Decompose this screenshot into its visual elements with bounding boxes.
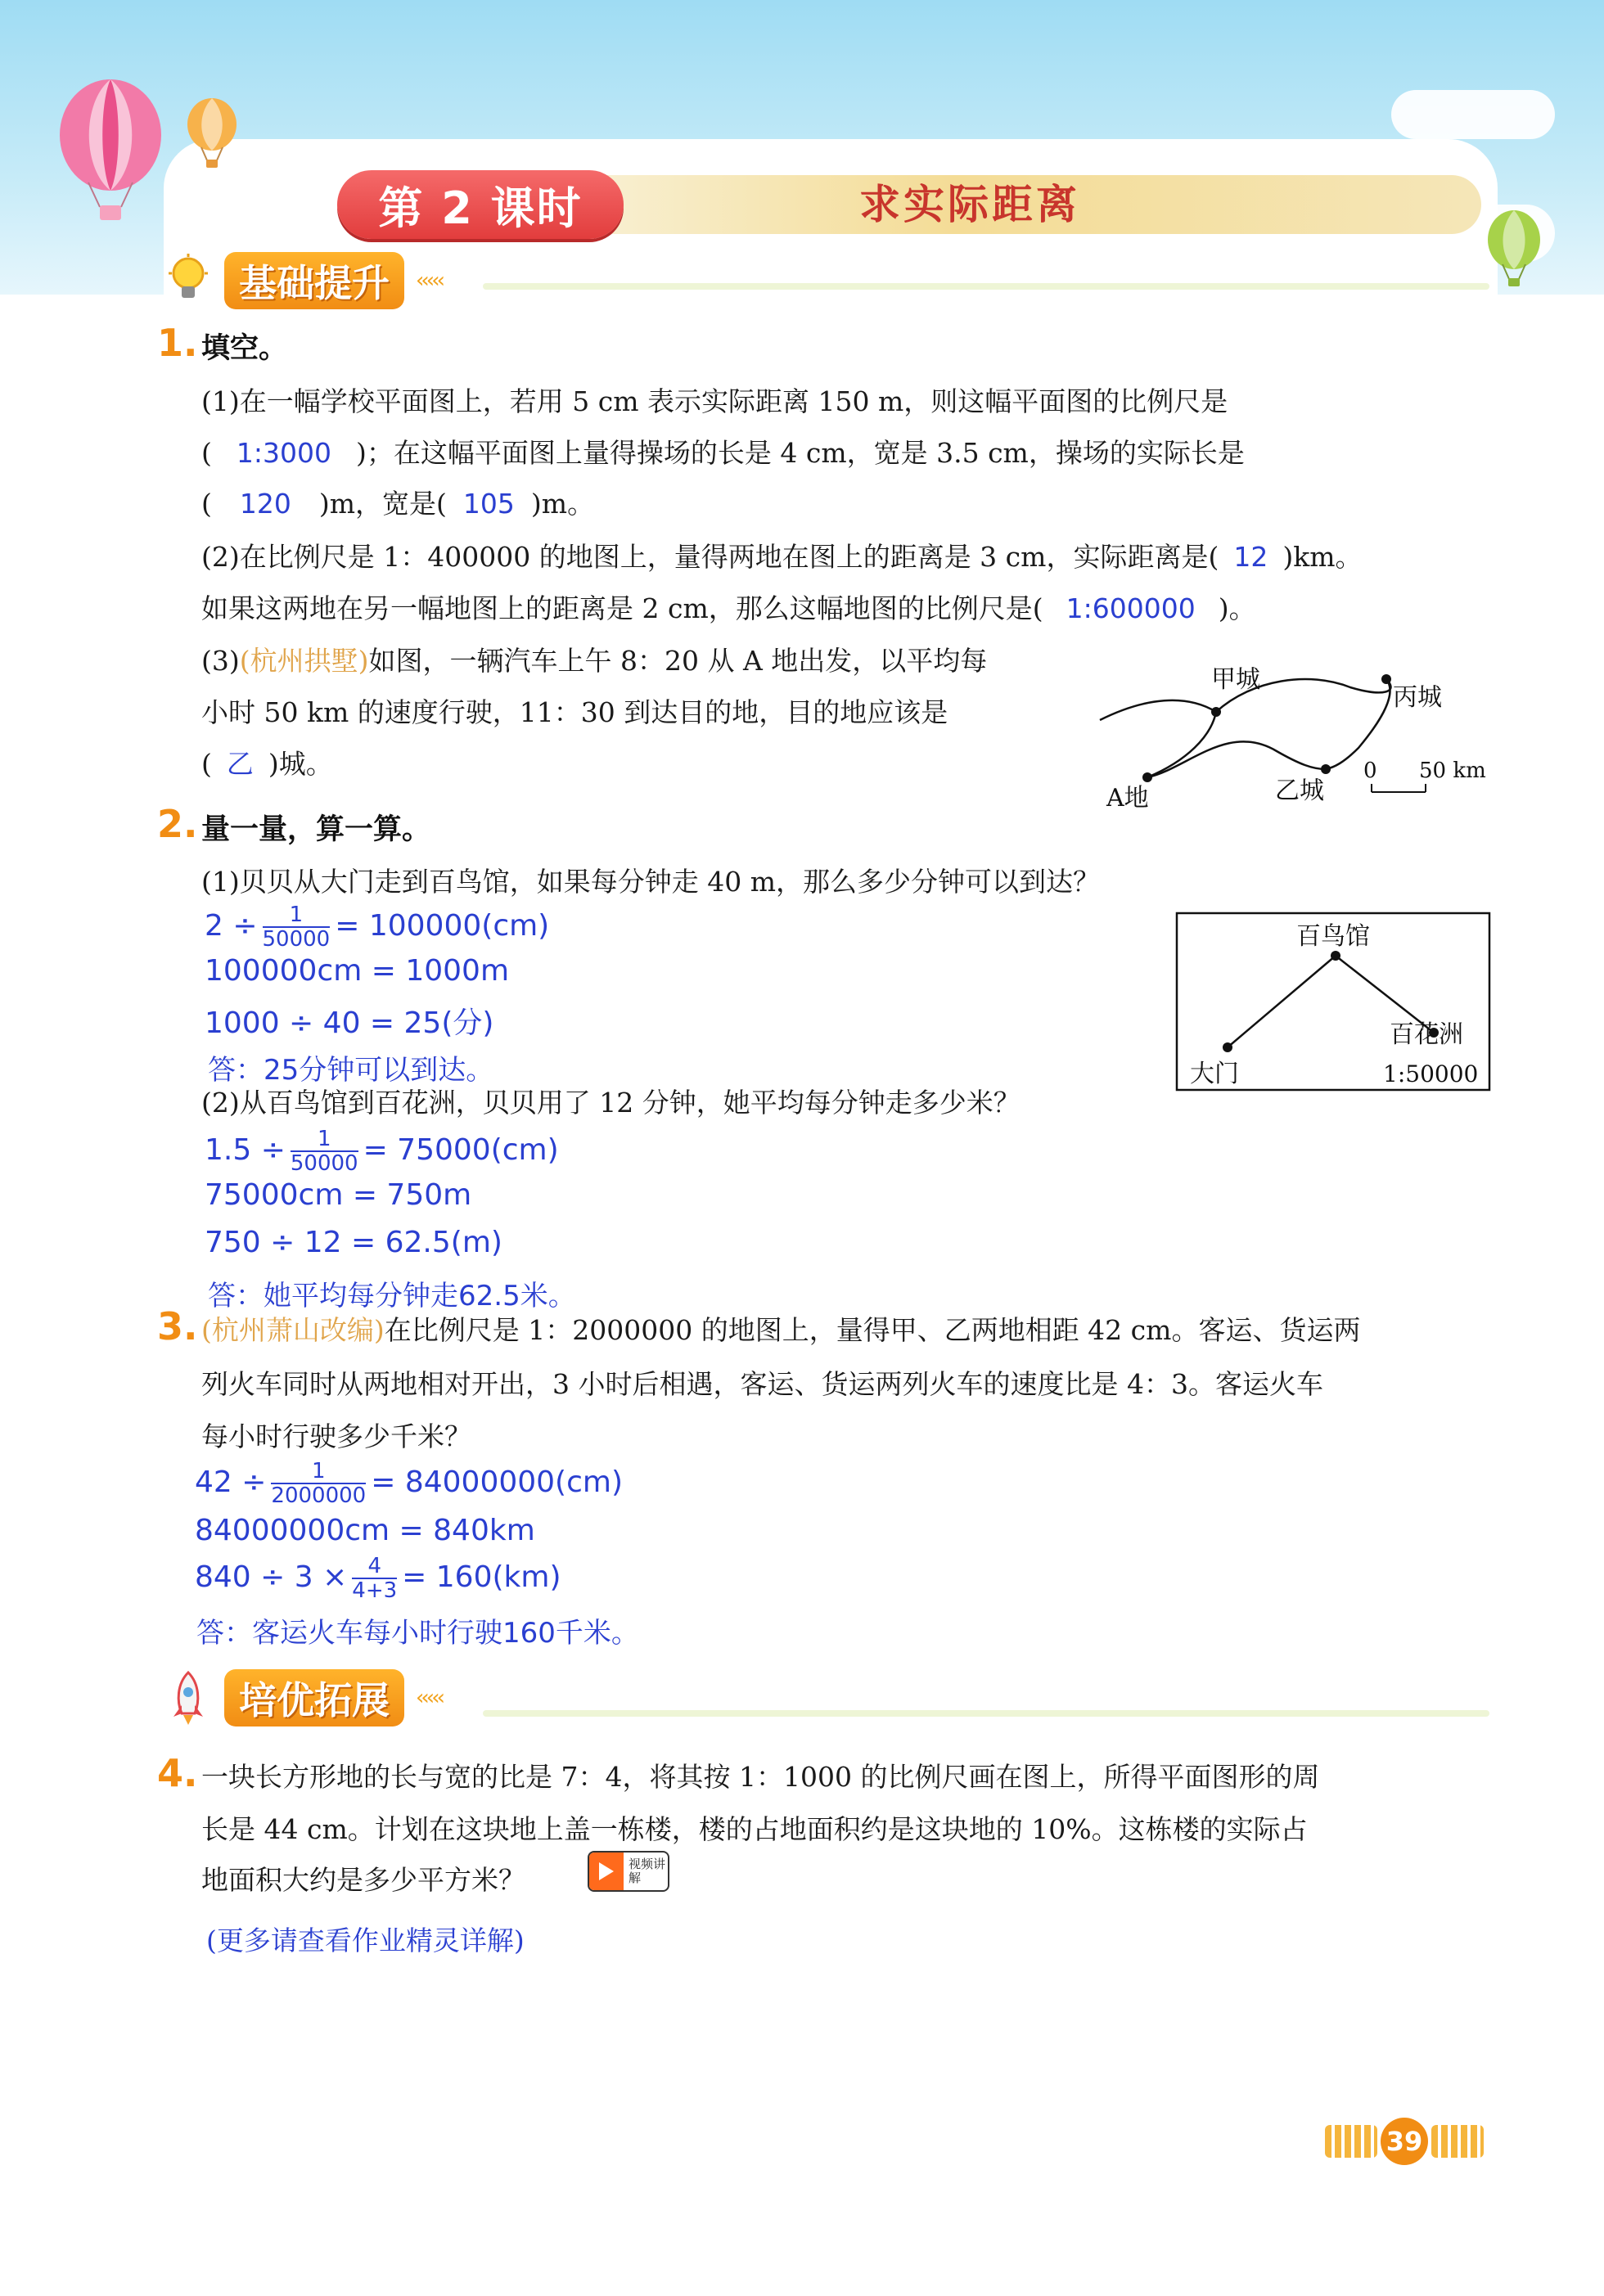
map-point: [1211, 707, 1221, 717]
answer-text: 1:3000: [236, 437, 331, 469]
source-tag: (杭州拱墅): [239, 645, 369, 677]
section-divider: [483, 1710, 1489, 1717]
q1-part3-line1: (3)(杭州拱墅)如图，一辆汽车上午 8：20 从 A 地出发，以平均每: [201, 645, 988, 677]
q1-part1-line1: (1)在一幅学校平面图上，若用 5 cm 表示实际距离 150 m，则这幅平面图的比例尺是: [201, 385, 1228, 417]
map-point: [1331, 951, 1340, 961]
work-line: 1000 ÷ 40 = 25(分): [205, 1006, 494, 1040]
map-point: [1381, 674, 1391, 684]
map-point: [1321, 764, 1331, 774]
fraction: $\frac{1}{50000}$: [290, 1127, 358, 1176]
section-title: 培优拓展: [224, 1669, 404, 1727]
answer-text: 12: [1233, 541, 1268, 573]
cloud-decoration: [1391, 90, 1555, 139]
work-line: 42 ÷ $\frac{1}{2000000}$ = 84000000(cm): [195, 1459, 624, 1508]
question-title: 填空。: [201, 332, 288, 365]
answer-text: 乙: [226, 748, 254, 780]
section-advanced: [164, 1669, 442, 1727]
rocket-icon: [164, 1669, 213, 1727]
map-scale-zero: 0: [1363, 759, 1377, 783]
q1-part1-line3: ( 120 )m，宽是( 105 )m。: [201, 488, 595, 520]
map-label-yi: 乙城: [1275, 777, 1324, 805]
lesson-tag: 第 2 课时: [337, 170, 624, 239]
q1-part3-line3: ( 乙 )城。: [201, 748, 333, 780]
work-line: 75000cm = 750m: [205, 1178, 472, 1212]
video-explain-label: 视频讲解: [629, 1857, 666, 1885]
work-line: 750 ÷ 12 = 62.5(m): [205, 1226, 502, 1259]
page-number-value: 39: [1381, 2118, 1428, 2165]
hot-air-balloon-icon: [1481, 209, 1547, 290]
map-label-baihuazhou: 百花洲: [1390, 1020, 1463, 1049]
question-title: 量一量，算一算。: [201, 813, 431, 846]
video-explain-button[interactable]: [588, 1851, 669, 1892]
map-label-a: A地: [1106, 784, 1149, 810]
q1-part2-line1: (2)在比例尺是 1：400000 的地图上，量得两地在图上的距离是 3 cm，实际距离是( 12 )km。: [201, 541, 1363, 573]
q1-part1-line2: ( 1:3000 )；在这幅平面图上量得操场的长是 4 cm，宽是 3.5 cm，操场的实际长是: [201, 437, 1245, 469]
map-label-jia: 甲城: [1211, 665, 1260, 694]
fraction: $\frac{4}{4+3}$: [352, 1554, 398, 1603]
route-map: [1088, 646, 1514, 810]
arrows-decoration: ‹‹‹‹‹: [416, 1686, 442, 1710]
map-point: [1223, 1042, 1232, 1052]
map-scale: 1:50000: [1383, 1060, 1479, 1087]
answer-line: 答：客运火车每小时行驶160千米。: [196, 1617, 639, 1650]
section-title: 基础提升: [224, 252, 404, 309]
fraction: $\frac{1}{2000000}$: [271, 1459, 367, 1508]
question-number: 2.: [157, 802, 198, 846]
page-title: 求实际距离: [859, 181, 1080, 228]
answer-text: 105: [462, 488, 515, 520]
question-number: 1.: [157, 321, 198, 365]
work-line: 100000cm = 1000m: [205, 954, 510, 988]
answer-line: 答：她平均每分钟走62.5米。: [208, 1280, 576, 1312]
question-number: 3.: [157, 1304, 198, 1348]
answer-text: 120: [239, 488, 291, 520]
decoration-dots: [1431, 2125, 1484, 2158]
q2-part2-question: (2)从百鸟馆到百花洲，贝贝用了 12 分钟，她平均每分钟走多少米？: [201, 1087, 1021, 1119]
q2-part1-question: (1)贝贝从大门走到百鸟馆，如果每分钟走 40 m，那么多少分钟可以到达？: [201, 866, 1101, 898]
q4-line3: 地面积大约是多少平方米？: [201, 1864, 525, 1896]
q4-line1: 一块长方形地的长与宽的比是 7：4，将其按 1：1000 的比例尺画在图上，所得平面图形的周: [201, 1761, 1320, 1793]
map-label-damen: 大门: [1190, 1060, 1239, 1088]
q3-line1: (杭州萧山改编)在比例尺是 1：2000000 的地图上，量得甲、乙两地相距 42 cm。客运、货运两: [201, 1314, 1361, 1346]
play-icon: [589, 1853, 624, 1890]
q4-line2: 长是 44 cm。计划在这块地上盖一栋楼，楼的占地面积约是这块地的 10%。这栋楼的实际占: [201, 1813, 1308, 1845]
q3-line2: 列火车同时从两地相对开出，3 小时后相遇，客运、货运两列火车的速度比是 4：3。客运火车: [201, 1368, 1323, 1400]
map-point: [1142, 772, 1152, 782]
hot-air-balloon-icon: [49, 78, 172, 225]
work-line: 840 ÷ 3 × $\frac{4}{4+3}$ = 160(km): [195, 1554, 561, 1603]
arrows-decoration: ‹‹‹‹‹: [416, 268, 442, 293]
map-scale-value: 50 km: [1419, 759, 1486, 783]
question-number: 4.: [157, 1751, 198, 1795]
work-line: 2 ÷ $\frac{1}{50000}$ = 100000(cm): [205, 903, 550, 952]
fraction: $\frac{1}{50000}$: [262, 903, 331, 952]
section-divider: [483, 283, 1489, 290]
page-number: [1324, 2123, 1485, 2160]
source-tag: (杭州萧山改编): [201, 1314, 385, 1346]
work-line: 1.5 ÷ $\frac{1}{50000}$ = 75000(cm): [205, 1127, 559, 1176]
answer-text: 1:600000: [1066, 592, 1196, 624]
more-details-link[interactable]: (更多请查看作业精灵详解): [206, 1925, 525, 1956]
section-basic: [164, 252, 442, 309]
answer-line: 答：25分钟可以到达。: [208, 1054, 494, 1087]
q1-part3-line2: 小时 50 km 的速度行驶，11：30 到达目的地，目的地应该是: [201, 696, 948, 728]
map-label-bing: 丙城: [1393, 683, 1442, 712]
lightbulb-icon: [164, 252, 213, 309]
hot-air-balloon-icon: [182, 97, 242, 170]
map-label-bainiaoguan: 百鸟馆: [1296, 922, 1370, 951]
q1-part2-line2: 如果这两地在另一幅地图上的距离是 2 cm，那么这幅地图的比例尺是( 1:600000 )。: [201, 592, 1256, 624]
q3-line3: 每小时行驶多少千米？: [201, 1420, 471, 1452]
decoration-dots: [1325, 2125, 1377, 2158]
work-line: 84000000cm = 840km: [195, 1514, 535, 1547]
park-map: [1175, 912, 1491, 1092]
